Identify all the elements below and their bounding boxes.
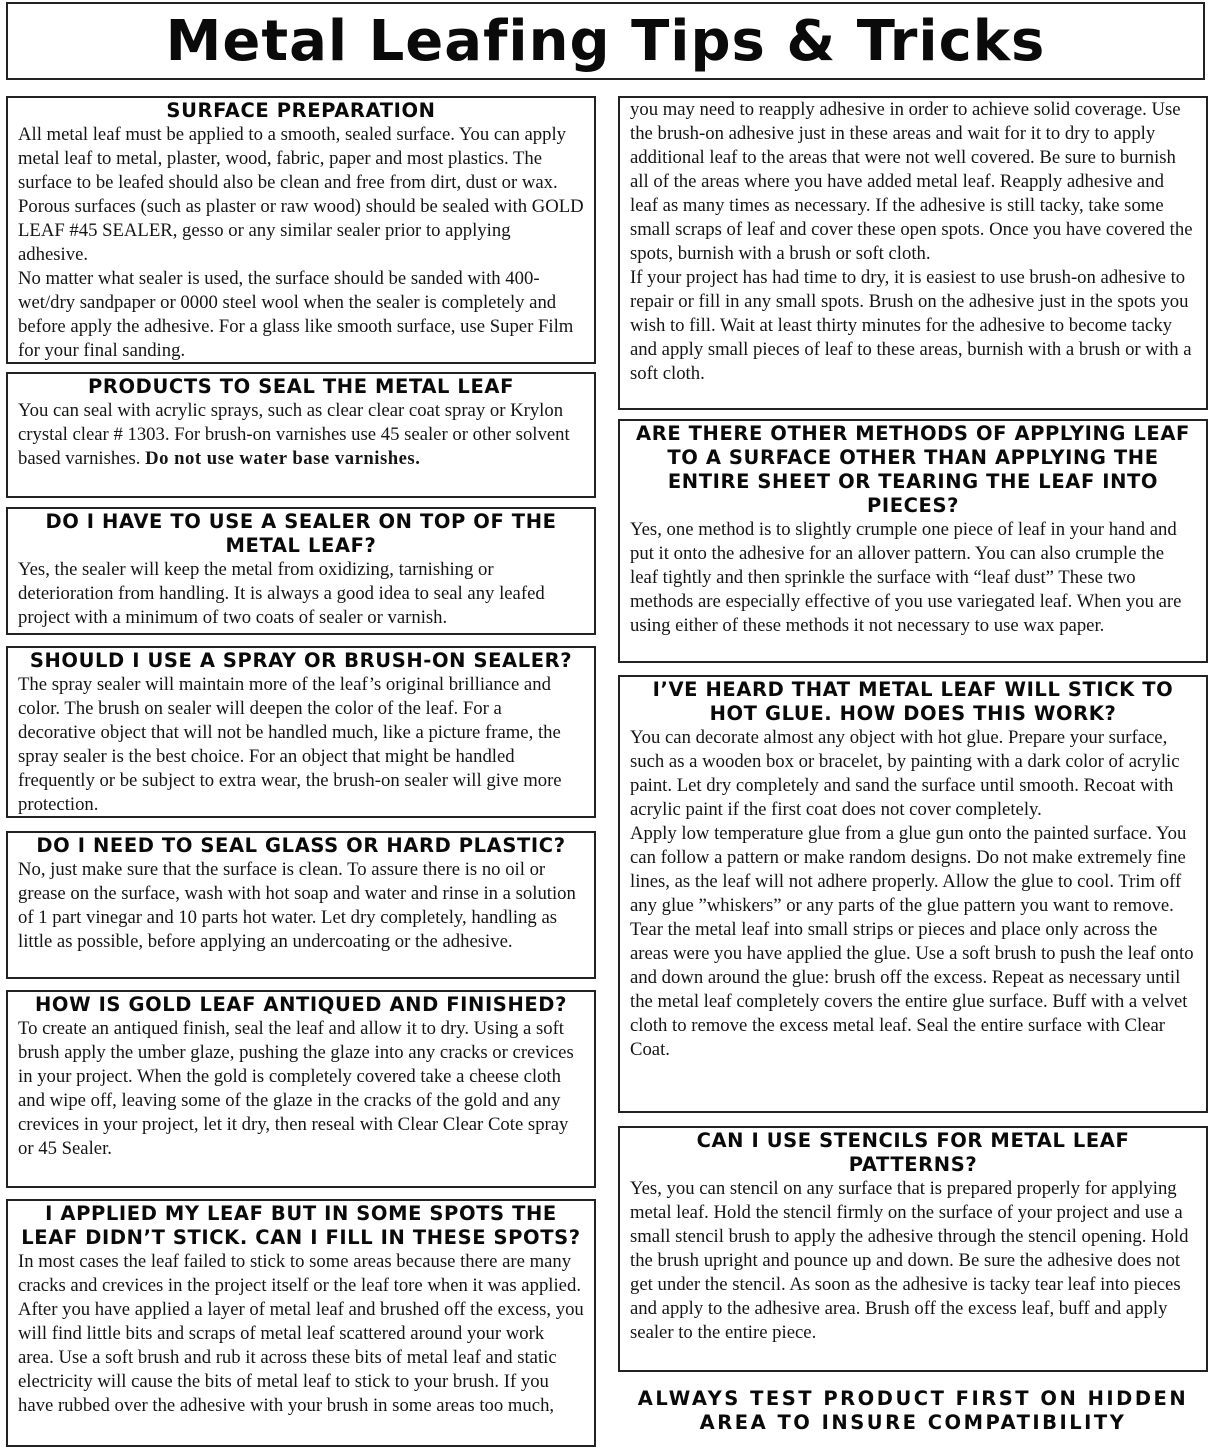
section-text: In most cases the leaf failed to stick to some areas because there are many cracks and crevices in the project itself or the leaf tore when it was applied. After you have applied a layer of metal leaf and brushed off the excess, you will find little bits and scraps of metal leaf scattered around your work area. Use a soft brush and rub it across these bits of metal leaf and static electricity will cause the bits of metal leaf to stick to your brush. If you have rubbed over the adhesive with your brush in some areas too much,	[18, 1251, 584, 1416]
section-text: Apply low temperature glue from a glue gun onto the painted surface. You can follow a pattern or make random designs. Do not make extremely fine lines, as the leaf will not adhere properly. Allow the glue to cool. Trim off any glue ”whiskers” or any parts of the glue pattern you want to remove.	[630, 823, 1187, 916]
section-heading: I’VE HEARD THAT METAL LEAF WILL STICK TO HOT GLUE. HOW DOES THIS WORK?	[652, 678, 1174, 725]
page-title: Metal Leafing Tips & Tricks	[165, 9, 1046, 74]
section-text: The spray sealer will maintain more of the leaf’s original brilliance and color. The brush on sealer will deepen the color of the leaf. For a decorative object that will not be handled much, like a picture frame, the spray sealer is the best choice. For an object that might be handled frequently or be subject to extra wear, the brush-on sealer will give more protection.	[18, 674, 562, 815]
section-sealer-on-top	[6, 507, 596, 635]
section-fill-spots	[6, 1199, 596, 1447]
section-text: No, just make sure that the surface is clean. To assure there is no oil or grease on the surface, wash with hot soap and water and rinse in a solution of 1 part vinegar and 10 parts hot water. Let dry completely, handling as little as possible, before applying an undercoating or the adhesive.	[18, 859, 576, 952]
section-heading: DO I NEED TO SEAL GLASS OR HARD PLASTIC?	[36, 834, 566, 857]
title-box	[6, 2, 1205, 80]
section-heading: CAN I USE STENCILS FOR METAL LEAF PATTERNS?	[696, 1129, 1130, 1176]
section-heading: DO I HAVE TO USE A SEALER ON TOP OF THE METAL LEAF?	[45, 510, 557, 557]
section-antiqued-finish	[6, 990, 596, 1188]
section-surface-preparation	[6, 96, 596, 364]
section-heading: HOW IS GOLD LEAF ANTIQUED AND FINISHED?	[34, 993, 567, 1016]
section-text-bold: Do not use water base varnishes.	[145, 448, 421, 469]
section-stencils	[618, 1126, 1208, 1372]
section-heading: I APPLIED MY LEAF BUT IN SOME SPOTS THE LEAF DIDN’T STICK. CAN I FILL IN THESE SPOTS?	[21, 1202, 581, 1249]
section-text	[18, 399, 584, 471]
section-text: If your project has had time to dry, it is easiest to use brush-on adhesive to repair or fill in any small spots. Brush on the adhesive just in the spots you wish to fill. Wait at least thirty minutes for the adhesive to become tacky and apply small pieces of leaf to these areas, burnish with a brush or with a soft cloth.	[630, 267, 1192, 384]
section-glass-or-plastic	[6, 831, 596, 979]
section-text: All metal leaf must be applied to a smooth, sealed surface. You can apply metal leaf to metal, plaster, wood, fabric, paper and most plastics. The surface to be leafed should also be clean and free from dirt, dust or wax. Porous surfaces (such as plaster or raw wood) should be sealed with GOLD LEAF #45 SEALER, gesso or any similar sealer prior to applying adhesive.	[18, 124, 584, 265]
section-hot-glue	[618, 675, 1208, 1113]
section-heading: PRODUCTS TO SEAL THE METAL LEAF	[88, 375, 514, 398]
section-text: Yes, one method is to slightly crumple one piece of leaf in your hand and put it onto the adhesive for an allover pattern. You can also crumple the leaf tightly and then sprinkle the surface with “leaf dust” These two methods are especially effective of you use variegated leaf. When you are using either of these methods it not necessary to use wax paper.	[630, 519, 1182, 636]
section-heading: SHOULD I USE A SPRAY OR BRUSH-ON SEALER?	[29, 649, 573, 672]
section-fill-spots-continued	[618, 96, 1208, 410]
section-heading: SURFACE PREPARATION	[166, 99, 436, 122]
section-text: To create an antiqued finish, seal the leaf and allow it to dry. Using a soft brush apply the umber glaze, pushing the glaze into any cracks or crevices in your project. When the gold is completely covered take a cheese cloth and wipe off, leaving some of the glaze in the cracks of the gold and any crevices in your project, let it dry, then reseal with Clear Clear Cote spray or 45 Sealer.	[18, 1018, 574, 1159]
section-text: Yes, you can stencil on any surface that is prepared properly for applying metal leaf. Hold the stencil firmly on the surface of your project and use a small stencil brush to apply the adhesive through the stencil opening. Hold the brush upright and pounce up and down. Be sure the adhesive does not get under the stencil. As soon as the adhesive is tacky tear leaf into pieces and apply to the adhesive area. Brush off the excess leaf, buff and apply sealer to the entire piece.	[630, 1178, 1189, 1343]
footer-warning: ALWAYS TEST PRODUCT FIRST ON HIDDEN AREA TO INSURE COMPATIBILITY	[637, 1387, 1189, 1434]
section-heading: ARE THERE OTHER METHODS OF APPLYING LEAF TO A SURFACE OTHER THAN APPLYING THE ENTIRE SHEET OR TEARING THE LEAF INTO PIECES?	[636, 422, 1190, 517]
section-text: You can decorate almost any object with hot glue. Prepare your surface, such as a wooden box or bracelet, by painting with a dark color of acrylic paint. Let dry completely and sand the surface until smooth. Recoat with acrylic paint if the first coat does not cover completely.	[630, 727, 1180, 820]
section-spray-or-brush	[6, 646, 596, 818]
section-products-to-seal	[6, 372, 596, 498]
section-text: you may need to reapply adhesive in order to achieve solid coverage. Use the brush-on adhesive just in these areas and wait for it to dry to apply additional leaf to the areas that were not well covered. Be sure to burnish all of the areas where you have added metal leaf. Reapply adhesive and leaf as many times as necessary. If the adhesive is still tacky, take some small scraps of leaf and cover these open spots. Once you have covered the spots, burnish with a brush or soft cloth.	[630, 99, 1193, 264]
section-text: Tear the metal leaf into small strips or pieces and place only across the areas were you have applied the glue. Use a soft brush to push the leaf onto and down around the glue: brush off the excess. Repeat as necessary until the metal leaf completely covers the entire glue surface. Buff with a velvet cloth to remove the excess metal leaf. Seal the entire surface with Clear Coat.	[630, 919, 1194, 1060]
section-other-methods	[618, 419, 1208, 663]
section-text: No matter what sealer is used, the surface should be sanded with 400-wet/dry sandpaper or 0000 steel wool when the sealer is completely and before apply the adhesive. For a glass like smooth surface, use Super Film for your final sanding.	[18, 268, 574, 361]
section-text-normal: You can seal with acrylic sprays, such as clear clear coat spray or Krylon crystal clear # 1303. For brush-on varnishes use 45 sealer or other solvent based varnishes.	[18, 400, 570, 469]
section-text: Yes, the sealer will keep the metal from oxidizing, tarnishing or deterioration from handling. It is always a good idea to seal any leafed project with a minimum of two coats of sealer or varnish.	[18, 559, 545, 628]
